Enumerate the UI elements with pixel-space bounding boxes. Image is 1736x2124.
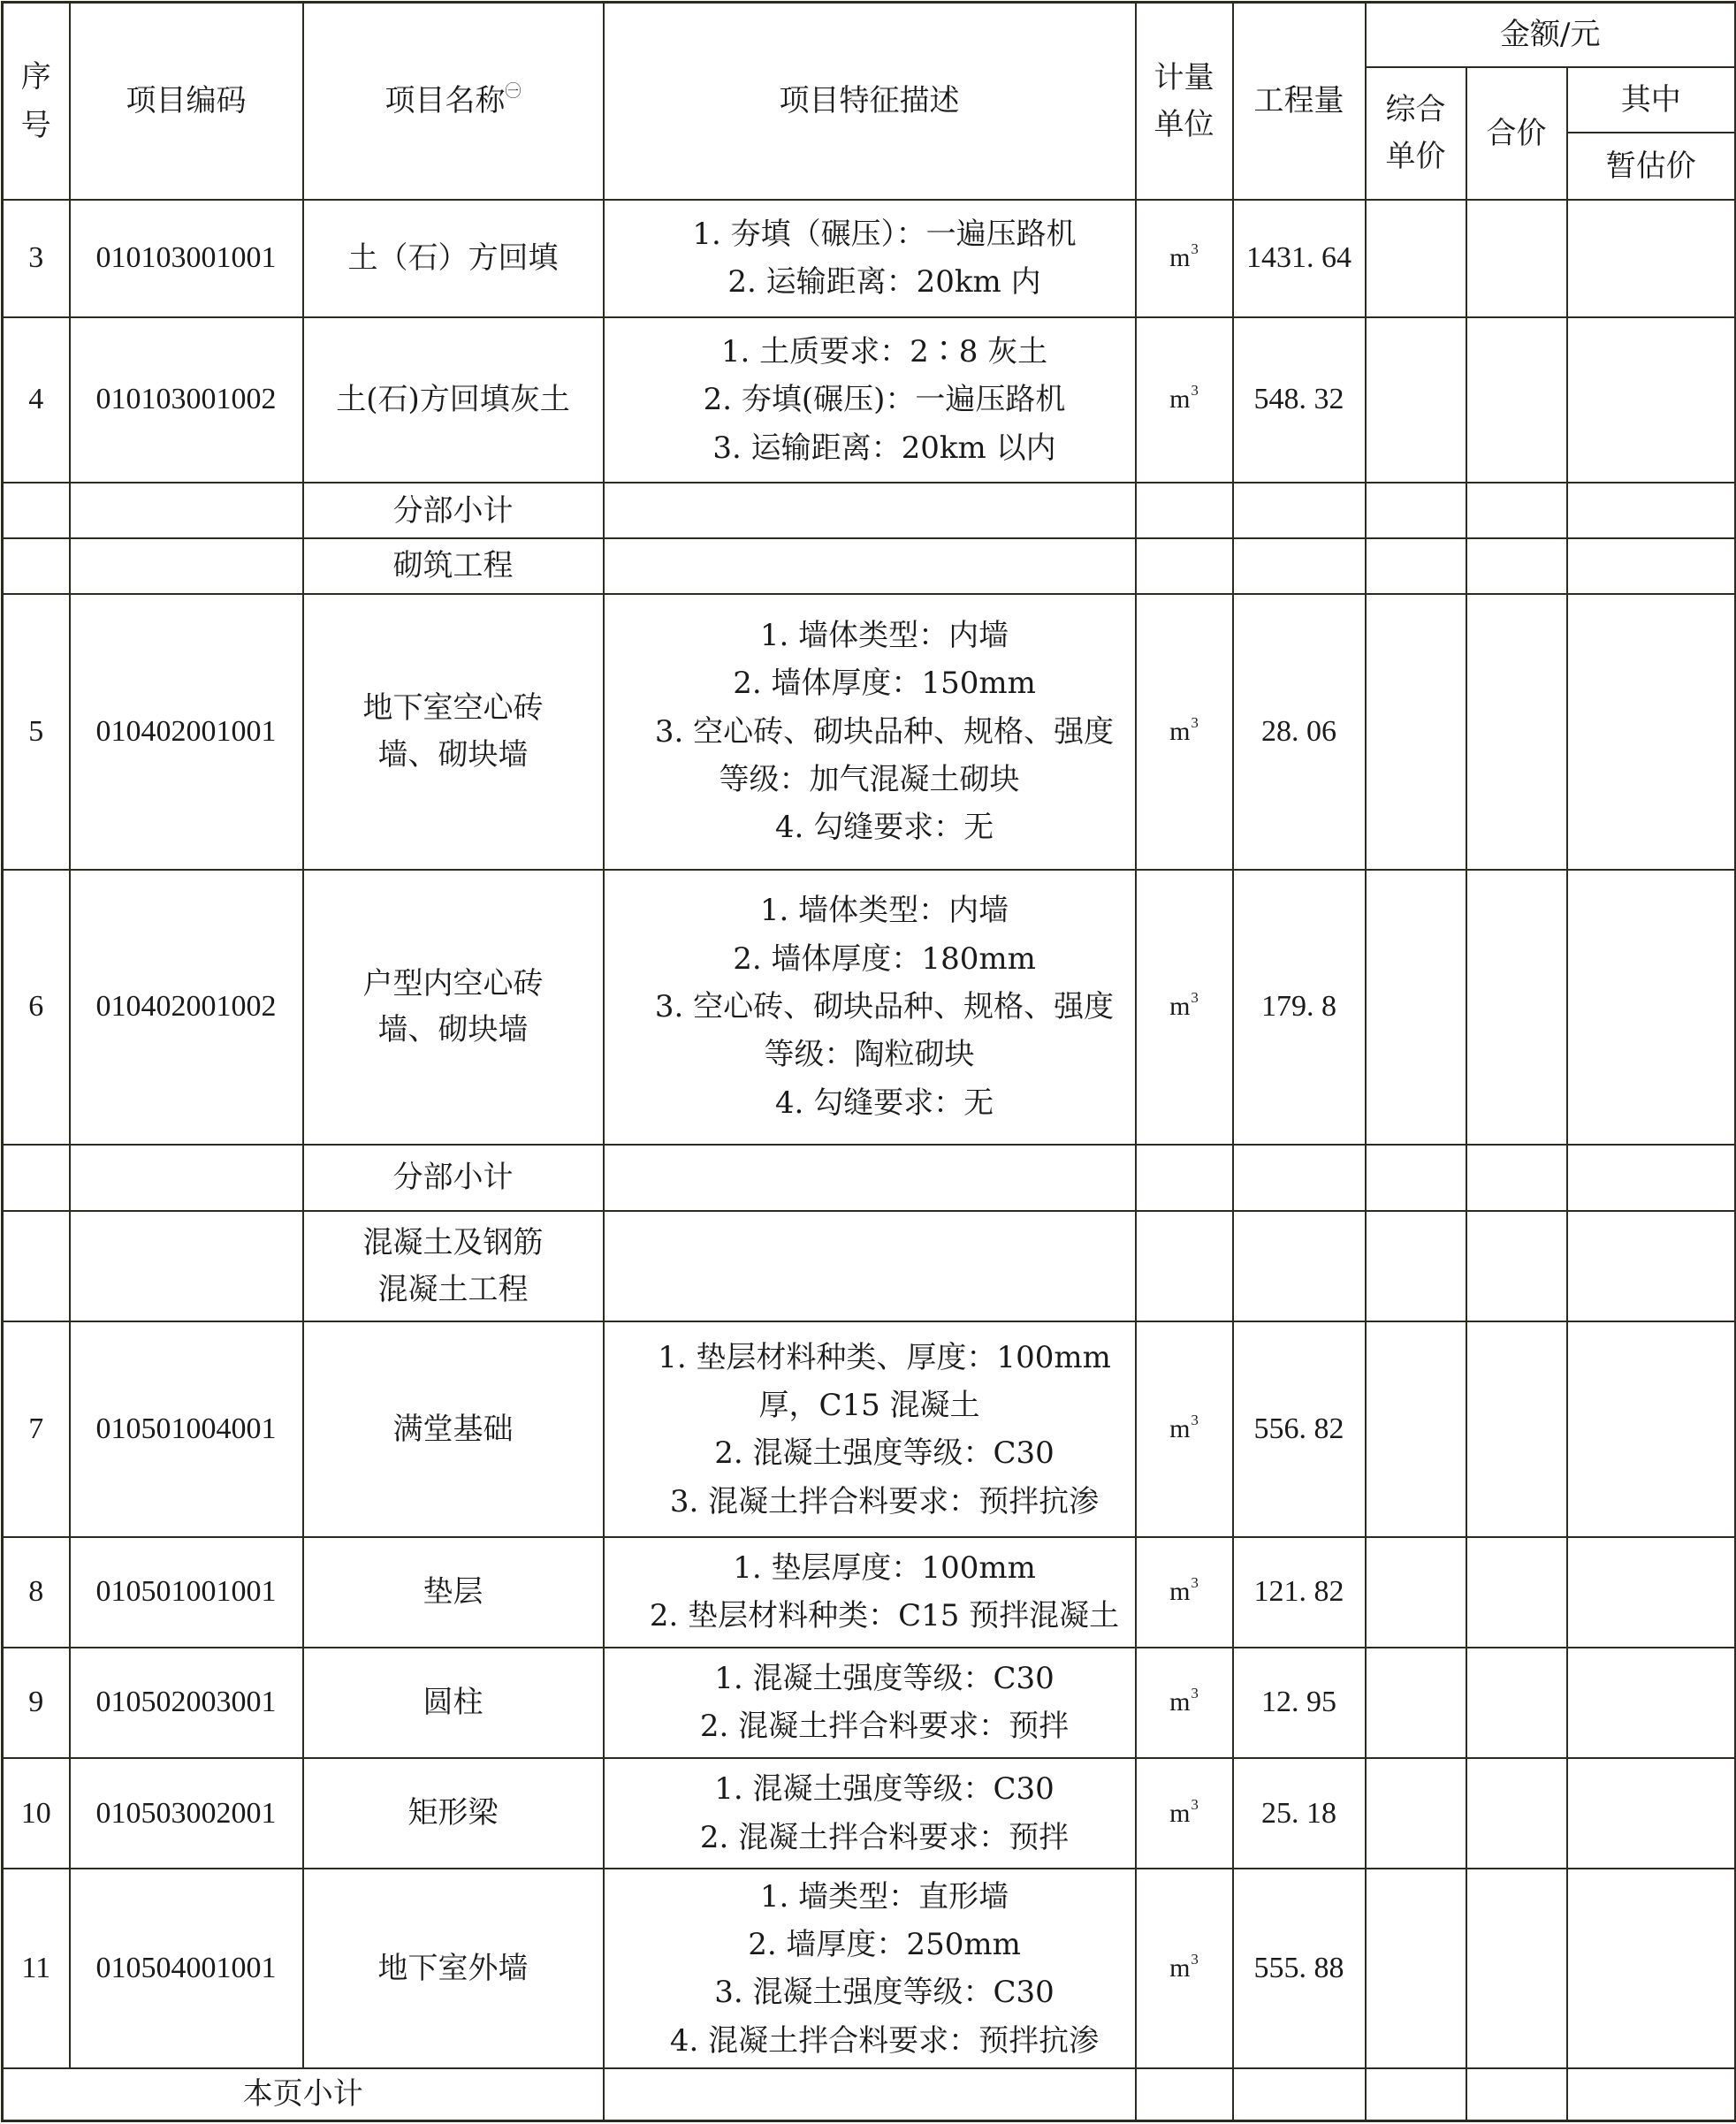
name-cell [303,1648,604,1758]
header-unit-line2: 单位 [1154,106,1214,142]
provisional-cell [1567,1869,1736,2068]
unit-price-cell [1366,1648,1466,1758]
empty-cell [1466,1211,1567,1321]
total-cell [1466,200,1567,316]
page-subtotal-label: 本页小计 [3,2068,604,2120]
provisional-cell [1567,317,1736,483]
name-cell [303,870,604,1145]
empty-cell [1233,538,1366,593]
unit-price-cell [1366,200,1466,316]
header-provisional: 暂估价 [1567,133,1736,200]
name-cell [303,200,604,316]
empty-cell [1136,1145,1233,1211]
empty-cell [604,1145,1136,1211]
seq-cell: 7 [3,1321,70,1537]
quantity-cell: 1431. 64 [1233,200,1366,316]
description-line: 3. 混凝土强度等级：C30 [714,1975,1055,2011]
name-cell [303,1758,604,1869]
unit-base: m [1169,1577,1191,1607]
name-cell [303,1321,604,1537]
unit-exponent: 3 [1191,1685,1199,1702]
name-line: 地下室空心砖 [362,690,544,727]
empty-cell [1233,483,1366,538]
unit-cell [1136,1869,1233,2068]
unit-base: m [1169,1953,1191,1983]
unit-cell [1136,594,1233,870]
description-line: 3. 运输距离：20km 以内 [712,430,1056,466]
unit-base: m [1169,716,1191,746]
table-row [3,1145,1736,1211]
description-cell [604,200,1136,316]
header-name [303,3,604,201]
description-line: 2. 墙体厚度：180mm [733,940,1036,977]
unit-base: m [1169,992,1191,1022]
description-line: 1. 墙类型：直形墙 [759,1878,1009,1915]
code-cell: 010402001002 [70,870,303,1145]
description-line: 2. 运输距离：20km 内 [727,264,1041,301]
empty-cell [1567,483,1736,538]
table-row [3,1537,1736,1647]
provisional-cell [1567,200,1736,316]
name-line: 墙、砌块墙 [377,736,529,773]
total-cell [1466,1537,1567,1647]
empty-cell [1233,2068,1366,2120]
name-line: 墙、砌块墙 [377,1012,529,1048]
table-row [3,200,1736,316]
description-line: 4. 混凝土拌合料要求：预拌抗渗 [669,2022,1100,2059]
empty-cell [1233,1211,1366,1321]
seq-cell: 5 [3,594,70,870]
quantity-cell: 555. 88 [1233,1869,1366,2068]
name-line: 垫层 [423,1574,483,1610]
name-cell [303,317,604,483]
subtotal-label: 分部小计 [303,1145,604,1211]
section-title [303,1211,604,1321]
seq-cell [3,538,70,593]
description-line: 1. 墙体类型：内墙 [759,617,1009,653]
description-line: 等级：加气混凝土砌块 [719,761,1020,797]
seq-cell: 10 [3,1758,70,1869]
empty-cell [1366,2068,1466,2120]
header-total: 合价 [1466,67,1567,200]
seq-cell: 11 [3,1869,70,2068]
empty-cell [1567,538,1736,593]
code-cell: 010502003001 [70,1648,303,1758]
description-cell [604,1758,1136,1869]
description-line: 2. 垫层材料种类：C15 预拌混凝土 [649,1598,1120,1634]
unit-price-cell [1366,1758,1466,1869]
total-cell [1466,1321,1567,1537]
unit-cell [1136,1758,1233,1869]
description-cell [604,1869,1136,2068]
header-name-mark: ㊀ [505,82,522,102]
seq-cell: 4 [3,317,70,483]
description-line: 2. 墙厚度：250mm [748,1926,1021,1962]
empty-cell [604,483,1136,538]
empty-cell [1466,483,1567,538]
unit-cell [1136,1537,1233,1647]
subtotal-label: 分部小计 [303,483,604,538]
bill-of-quantities-table [1,1,1736,2122]
seq-cell: 8 [3,1537,70,1647]
unit-base: m [1169,243,1191,273]
description-line: 1. 墙体类型：内墙 [759,893,1009,929]
unit-exponent: 3 [1191,240,1199,258]
empty-cell [1366,1145,1466,1211]
table-row [3,483,1736,538]
name-line: 户型内空心砖 [362,965,544,1001]
empty-cell [1136,483,1233,538]
code-cell: 010501004001 [70,1321,303,1537]
empty-cell [1567,2068,1736,2120]
table-row [3,1648,1736,1758]
unit-base: m [1169,1687,1191,1717]
empty-cell [604,1211,1136,1321]
quantity-cell: 121. 82 [1233,1537,1366,1647]
description-cell [604,1648,1136,1758]
provisional-cell [1567,870,1736,1145]
unit-base: m [1169,384,1191,415]
unit-price-cell [1366,594,1466,870]
unit-exponent: 3 [1191,713,1199,731]
empty-cell [1466,538,1567,593]
name-cell [303,1537,604,1647]
name-line: 满堂基础 [392,1411,514,1447]
unit-price-cell [1366,317,1466,483]
unit-cell [1136,1321,1233,1537]
empty-cell [1366,1211,1466,1321]
description-line: 1. 土质要求：2∶8 灰土 [720,333,1048,369]
table-row [3,1869,1736,2068]
header-seq: 序号 [3,3,70,201]
description-line: 3. 空心砖、砌块品种、规格、强度 [654,713,1115,750]
description-line: 2. 墙体厚度：150mm [733,666,1036,702]
provisional-cell [1567,1648,1736,1758]
header-name-text: 项目名称 [385,83,506,119]
description-line: 4. 勾缝要求：无 [774,810,994,846]
description-line: 1. 垫层材料种类、厚度：100mm [658,1339,1111,1375]
empty-cell [1466,2068,1567,2120]
name-line: 土(石)方回填灰土 [336,382,570,418]
name-line: 矩形梁 [407,1795,499,1831]
total-cell [1466,317,1567,483]
empty-cell [1466,1145,1567,1211]
name-line: 土（石）方回填 [347,240,559,277]
empty-cell [1136,2068,1233,2120]
description-line: 2. 混凝土拌合料要求：预拌 [699,1819,1070,1855]
quantity-cell: 28. 06 [1233,594,1366,870]
seq-cell: 6 [3,870,70,1145]
description-line: 4. 勾缝要求：无 [774,1085,994,1121]
description-cell [604,870,1136,1145]
code-cell [70,538,303,593]
unit-exponent: 3 [1191,1795,1199,1813]
seq-cell [3,1211,70,1321]
seq-cell [3,1145,70,1211]
unit-exponent: 3 [1191,1574,1199,1592]
description-line: 1. 混凝土强度等级：C30 [714,1660,1055,1696]
code-cell: 010103001002 [70,317,303,483]
empty-cell [1567,1145,1736,1211]
provisional-cell [1567,1758,1736,1869]
description-line: 等级：陶粒砌块 [764,1037,975,1073]
description-cell [604,594,1136,870]
empty-cell [604,538,1136,593]
unit-cell [1136,317,1233,483]
header-unit-price-line1: 综合 [1385,92,1446,128]
empty-cell [1233,1145,1366,1211]
code-cell [70,1211,303,1321]
unit-price-cell [1366,1321,1466,1537]
quantity-cell: 548. 32 [1233,317,1366,483]
description-line: 2. 混凝土强度等级：C30 [714,1435,1055,1472]
code-cell [70,483,303,538]
unit-cell [1136,200,1233,316]
total-cell [1466,1648,1567,1758]
quantity-cell: 25. 18 [1233,1758,1366,1869]
unit-cell [1136,1648,1233,1758]
description-line: 3. 空心砖、砌块品种、规格、强度 [654,989,1115,1025]
header-unit [1136,3,1233,201]
table-row [3,1758,1736,1869]
total-cell [1466,1869,1567,2068]
description-cell [604,317,1136,483]
description-line: 2. 混凝土拌合料要求：预拌 [699,1709,1070,1745]
name-line: 地下室外墙 [377,1950,529,1986]
total-cell [1466,594,1567,870]
table-row [3,538,1736,593]
page-subtotal-row [3,2068,1736,2120]
empty-cell [1366,483,1466,538]
header-amount: 金额/元 [1366,3,1736,67]
empty-cell [1567,1211,1736,1321]
provisional-cell [1567,1321,1736,1537]
name-line: 圆柱 [423,1684,483,1720]
name-cell [303,1869,604,2068]
total-cell [1466,1758,1567,1869]
quantity-cell: 556. 82 [1233,1321,1366,1537]
seq-cell [3,483,70,538]
unit-exponent: 3 [1191,382,1199,400]
name-cell [303,594,604,870]
header-unit-line1: 计量 [1154,59,1214,95]
section-title-line: 混凝土及钢筋 [362,1225,544,1261]
code-cell: 010504001001 [70,1869,303,2068]
description-line: 1. 夯填（碾压）：一遍压路机 [692,217,1077,253]
table-row [3,317,1736,483]
unit-price-cell [1366,1869,1466,2068]
unit-base: m [1169,1414,1191,1444]
table-row [3,1321,1736,1537]
code-cell: 010503002001 [70,1758,303,1869]
description-line: 2. 夯填(碾压)：一遍压路机 [703,382,1066,418]
quantity-cell: 179. 8 [1233,870,1366,1145]
seq-cell: 3 [3,200,70,316]
section-title-line: 混凝土工程 [377,1271,529,1307]
unit-price-cell [1366,870,1466,1145]
header-row-1 [3,3,1736,67]
description-cell [604,1321,1136,1537]
code-cell [70,1145,303,1211]
description-line: 厚，C15 混凝土 [758,1387,980,1423]
table-row [3,1211,1736,1321]
empty-cell [604,2068,1136,2120]
description-line: 1. 垫层厚度：100mm [733,1550,1036,1587]
unit-exponent: 3 [1191,1951,1199,1968]
unit-price-cell [1366,1537,1466,1647]
header-code: 项目编码 [70,3,303,201]
table-row [3,870,1736,1145]
header-among: 其中 [1567,67,1736,133]
table-row [3,594,1736,870]
total-cell [1466,870,1567,1145]
unit-exponent: 3 [1191,1412,1199,1429]
unit-base: m [1169,1798,1191,1828]
quantity-cell: 12. 95 [1233,1648,1366,1758]
provisional-cell [1567,594,1736,870]
code-cell: 010501001001 [70,1537,303,1647]
empty-cell [1136,538,1233,593]
provisional-cell [1567,1537,1736,1647]
section-title [303,538,604,593]
unit-cell [1136,870,1233,1145]
empty-cell [1136,1211,1233,1321]
description-line: 3. 混凝土拌合料要求：预拌抗渗 [669,1483,1100,1519]
header-unit-price-line2: 单价 [1385,138,1446,174]
seq-cell: 9 [3,1648,70,1758]
section-title-line: 砌筑工程 [392,548,514,584]
unit-exponent: 3 [1191,989,1199,1007]
header-qty: 工程量 [1233,3,1366,201]
description-cell [604,1537,1136,1647]
code-cell: 010402001001 [70,594,303,870]
description-line: 1. 混凝土强度等级：C30 [714,1771,1055,1808]
code-cell: 010103001001 [70,200,303,316]
header-desc: 项目特征描述 [604,3,1136,201]
empty-cell [1366,538,1466,593]
header-unit-price [1366,67,1466,200]
